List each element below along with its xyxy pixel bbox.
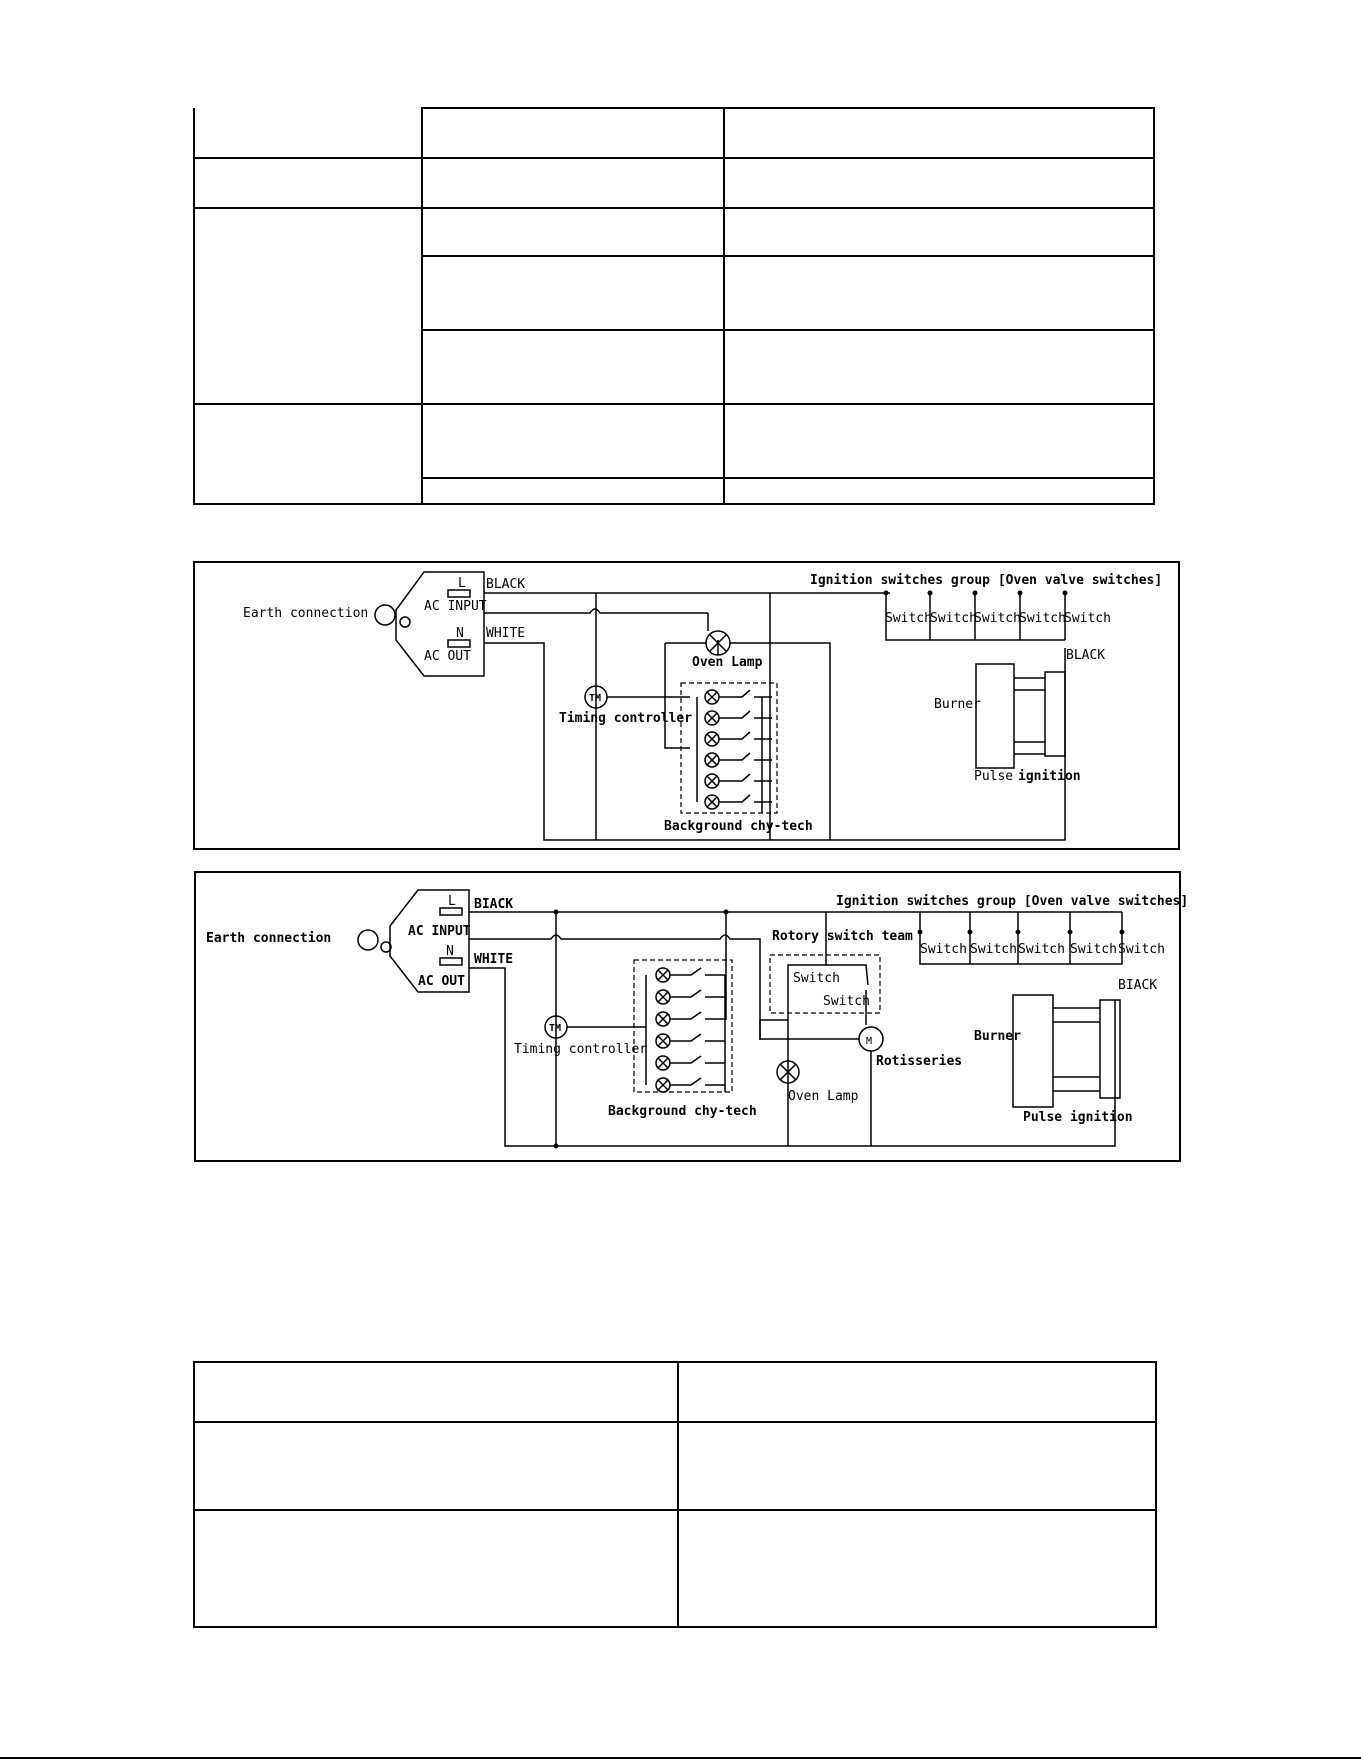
pulse-ignition-label: Pulse ignition bbox=[1023, 1110, 1133, 1125]
switch-label-4: Switch bbox=[1019, 611, 1066, 626]
wiring-diagram-2 bbox=[195, 872, 1188, 1161]
switch-label-4: Switch bbox=[1070, 942, 1117, 957]
earth-ring-icon bbox=[358, 930, 378, 950]
switch-label-3: Switch bbox=[974, 611, 1021, 626]
junction-dot bbox=[1120, 930, 1125, 935]
earth-label: Earth connection bbox=[243, 606, 369, 621]
rotory-switch-b: Switch bbox=[823, 994, 870, 1009]
tm-label: TM bbox=[589, 693, 602, 704]
bottom-spec-table bbox=[193, 1361, 1157, 1628]
wire bbox=[760, 1020, 788, 1040]
ignition-group-label: Ignition switches group [Oven valve switches] bbox=[810, 573, 1163, 588]
junction-dot bbox=[928, 591, 933, 596]
switch-label-5: Switch bbox=[1064, 611, 1111, 626]
black-label-2: BIACK bbox=[1118, 978, 1158, 993]
junction-dot bbox=[1068, 930, 1073, 935]
cell bbox=[194, 1510, 678, 1627]
background-label: Background chy-tech bbox=[608, 1104, 757, 1119]
line-n bbox=[484, 643, 1065, 840]
cell bbox=[678, 1422, 1156, 1510]
footer-rule bbox=[0, 1757, 1361, 1759]
cell bbox=[678, 1362, 1156, 1422]
pulse-ignition-icon bbox=[1100, 1000, 1120, 1098]
ac-out-label: AC OUT bbox=[418, 974, 465, 989]
junction-dot bbox=[554, 1144, 559, 1149]
ignition-label: ignition bbox=[1018, 769, 1081, 784]
junction-dot bbox=[973, 591, 978, 596]
junction-dot bbox=[554, 910, 559, 915]
wire bbox=[788, 912, 868, 1146]
earth-label: Earth connection bbox=[206, 931, 332, 946]
junction-dot bbox=[968, 930, 973, 935]
wire bbox=[1014, 678, 1045, 754]
burner-label: Burner bbox=[934, 697, 981, 712]
wire bbox=[665, 643, 690, 748]
black-label: BLACK bbox=[486, 577, 526, 592]
l-label: L bbox=[448, 894, 456, 909]
terminal-l bbox=[440, 908, 462, 915]
earth-ring-icon bbox=[375, 605, 395, 625]
timing-controller-label: Timing controller bbox=[559, 711, 693, 726]
lamp-wire bbox=[665, 643, 830, 840]
junction-dot bbox=[918, 930, 923, 935]
n-label: N bbox=[446, 944, 454, 959]
timing-controller-label: Timing controller bbox=[514, 1042, 648, 1057]
background-lamps bbox=[656, 968, 725, 1092]
ac-input-label: AC INPUT bbox=[408, 924, 471, 939]
wire bbox=[1053, 1008, 1100, 1091]
earth-symbol-icon bbox=[400, 617, 410, 627]
ac-input-label: AC INPUT bbox=[424, 599, 487, 614]
junction-dot bbox=[1018, 591, 1023, 596]
background-label: Background chy-tech bbox=[664, 819, 813, 834]
junction-dot bbox=[1063, 591, 1068, 596]
line-input bbox=[469, 935, 760, 1040]
motor-m-label: M bbox=[866, 1036, 873, 1047]
n-label: N bbox=[456, 626, 464, 641]
switch-label-1: Switch bbox=[920, 942, 967, 957]
cell bbox=[194, 1362, 678, 1422]
switch-label-3: Switch bbox=[1018, 942, 1065, 957]
ac-out-label: AC OUT bbox=[424, 649, 471, 664]
cell bbox=[678, 1510, 1156, 1627]
pulse-ignition-icon bbox=[1045, 672, 1065, 756]
junction-dot bbox=[1016, 930, 1021, 935]
burner-label: Burner bbox=[974, 1029, 1021, 1044]
switch-label-5: Switch bbox=[1118, 942, 1165, 957]
terminal-l bbox=[448, 590, 470, 597]
junction-dot bbox=[884, 591, 889, 596]
wiring-diagram-1 bbox=[194, 562, 1179, 849]
white-label: WHITE bbox=[474, 952, 514, 967]
l-label: L bbox=[458, 576, 466, 591]
black-label-2: BLACK bbox=[1066, 648, 1106, 663]
ignition-group-label: Ignition switches group [Oven valve switches] bbox=[836, 894, 1189, 909]
oven-lamp-label: Oven Lamp bbox=[692, 655, 763, 670]
black-label: BIACK bbox=[474, 897, 514, 912]
junction-dot bbox=[724, 910, 729, 915]
cell bbox=[194, 1422, 678, 1510]
rotisseries-label: Rotisseries bbox=[876, 1054, 963, 1069]
switch-label-1: Switch bbox=[885, 611, 932, 626]
white-label: WHITE bbox=[486, 626, 526, 641]
rotory-label: Rotory switch team bbox=[772, 929, 913, 944]
background-lamps-box bbox=[634, 960, 732, 1092]
switch-label-2: Switch bbox=[930, 611, 977, 626]
terminal-n bbox=[448, 640, 470, 647]
switch-label-2: Switch bbox=[970, 942, 1017, 957]
terminal-n bbox=[440, 958, 462, 965]
oven-lamp-label: Oven Lamp bbox=[788, 1089, 859, 1104]
burner-icon bbox=[1013, 995, 1053, 1107]
burner-icon bbox=[976, 664, 1014, 768]
pulse-label: Pulse bbox=[974, 769, 1014, 784]
tm-label: TM bbox=[549, 1023, 562, 1034]
rotory-switch-a: Switch bbox=[793, 971, 840, 986]
